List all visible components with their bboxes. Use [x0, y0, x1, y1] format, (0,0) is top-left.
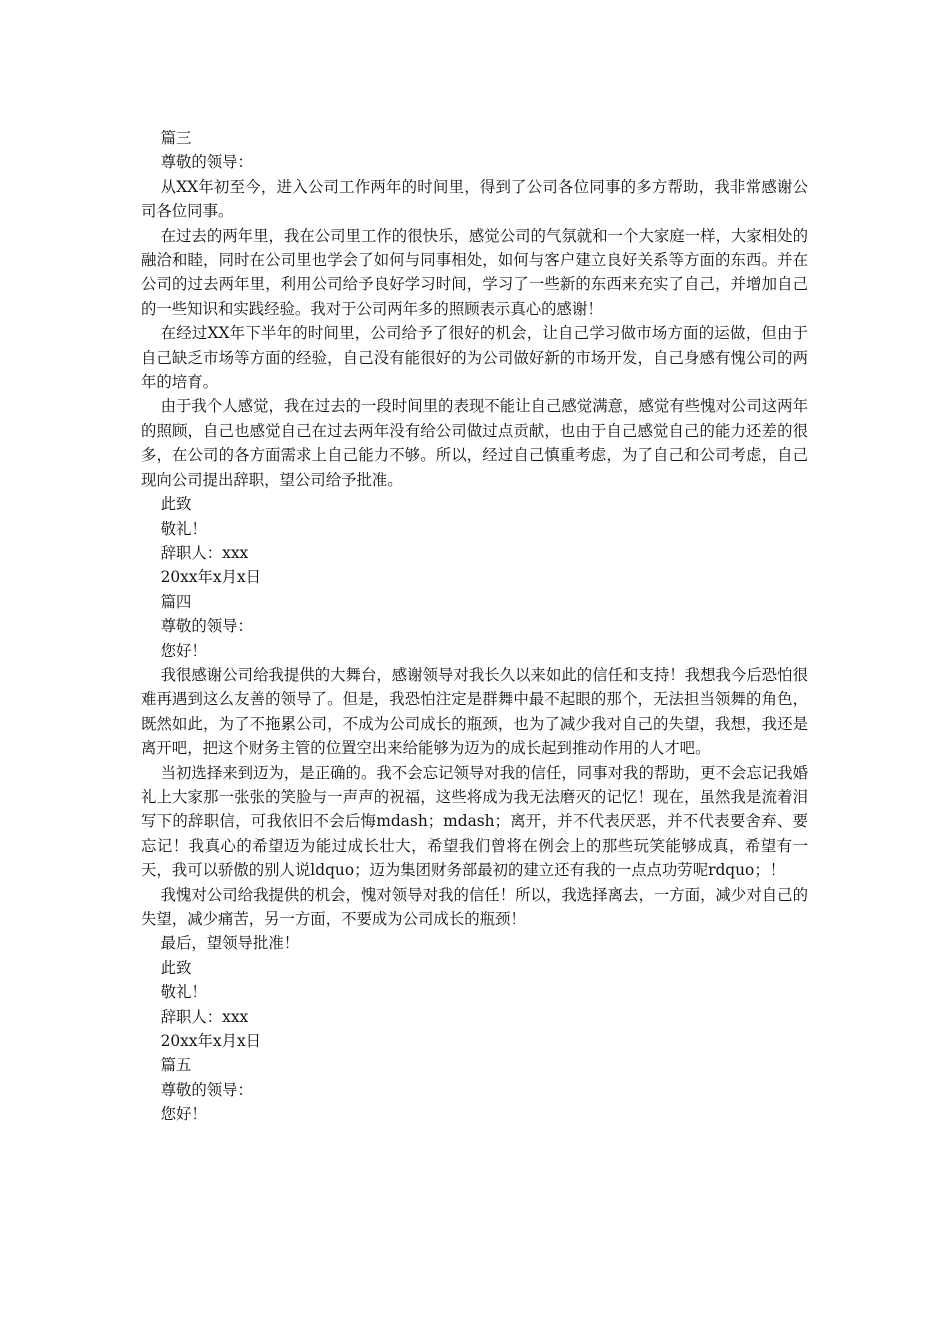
closing-line: 此致 — [160, 495, 192, 514]
closing-line: 敬礼！ — [160, 519, 207, 538]
document-body — [141, 126, 808, 1127]
section-heading: 篇五 — [160, 1056, 192, 1075]
body-paragraph: 由于我个人感觉，我在过去的一段时间里的表现不能让自己感觉满意，感觉有些愧对公司这两年的照顾，自己也感觉自己在过去两年没有给公司做过点贡献，也由于自己感觉自己的能力还差的很多，在公司的各方面需求上自己能力不够。所以，经过自己慎重考虑，为了自己和公司考虑，自己现向公司提出辞职，望公司给予批准。 — [141, 397, 808, 489]
closing-line: 敬礼！ — [160, 983, 207, 1002]
signature-line: 辞职人：xxx — [160, 543, 249, 562]
body-paragraph: 我愧对公司给我提供的机会，愧对领导对我的信任！所以，我选择离去，一方面，减少对自己的失望，减少痛苦，另一方面，不要成为公司成长的瓶颈！ — [141, 885, 808, 928]
closing-line: 此致 — [160, 958, 192, 977]
greeting: 您好！ — [160, 1105, 207, 1124]
body-paragraph: 当初选择来到迈为，是正确的。我不会忘记领导对我的信任，同事对我的帮助，更不会忘记我婚礼上大家那一张张的笑脸与一声声的祝福，这些将成为我无法磨灭的记忆！现在，虽然我是流着泪写下的辞职信，可我依旧不会后悔mdash；mdash；离开，并不代表厌恶，并不代表要舍弃、要忘记！我真心的希望迈为能过成长壮大，希望我们曾将在例会上的那些玩笑能够成真，希望有一天，我可以骄傲的别人说ldquo；迈为集团财务部最初的建立还有我的一点点功劳呢rdquo；！ — [141, 763, 808, 880]
salutation: 尊敬的领导： — [160, 617, 253, 636]
date-line: 20xx年x月x日 — [160, 568, 262, 587]
body-paragraph: 我很感谢公司给我提供的大舞台，感谢领导对我长久以来如此的信任和支持！我想我今后恐怕很难再遇到这么友善的领导了。但是，我恐怕注定是群舞中最不起眼的那个，无法担当领舞的角色，既然如此，为了不拖累公司，不成为公司成长的瓶颈，也为了减少我对自己的失望，我想，我还是离开吧，把这个财务主管的位置空出来给能够为迈为的成长起到推动作用的人才吧。 — [141, 665, 808, 758]
body-paragraph: 最后，望领导批准！ — [160, 934, 300, 953]
salutation: 尊敬的领导： — [160, 1080, 253, 1099]
body-paragraph: 从XX年初至今，进入公司工作两年的时间里，得到了公司各位同事的多方帮助，我非常感谢公司各位同事。 — [141, 177, 808, 221]
salutation: 尊敬的领导： — [160, 153, 253, 172]
body-paragraph: 在经过XX年下半年的时间里，公司给予了很好的机会，让自己学习做市场方面的运做，但由于自己缺乏市场等方面的经验，自己没有能很好的为公司做好新的市场开发，自己身感有愧公司的两年的培育。 — [141, 324, 808, 392]
greeting: 您好！ — [160, 641, 207, 660]
signature-line: 辞职人：xxx — [160, 1007, 249, 1026]
section-heading: 篇三 — [160, 129, 192, 147]
section-heading: 篇四 — [160, 592, 192, 611]
date-line: 20xx年x月x日 — [160, 1032, 262, 1051]
body-paragraph: 在过去的两年里，我在公司里工作的很快乐，感觉公司的气氛就和一个大家庭一样，大家相处的融洽和睦，同时在公司里也学会了如何与同事相处，如何与客户建立良好关系等方面的东西。并在公司的过去两年里，利用公司给予良好学习时间，学习了一些新的东西来充实了自己，并增加自己的一些知识和实践经验。我对于公司两年多的照顾表示真心的感谢！ — [141, 226, 808, 318]
